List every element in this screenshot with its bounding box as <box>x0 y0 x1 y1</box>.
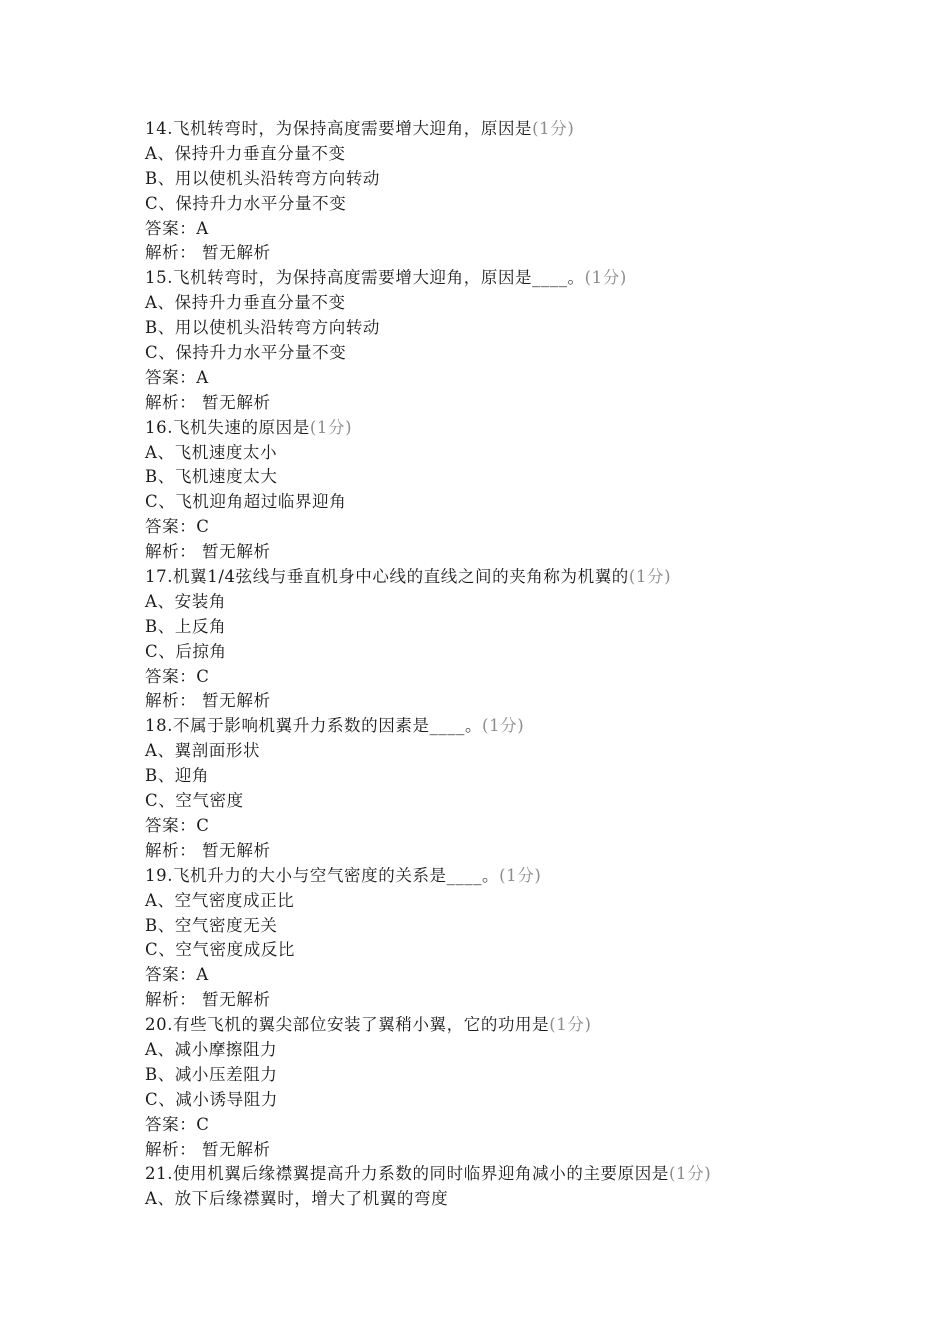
answer-option: A、安装角 <box>145 591 226 611</box>
answer-option: C、空气密度 <box>145 791 244 811</box>
question-block <box>145 864 905 1013</box>
answer-option: B、减小压差阻力 <box>145 1064 278 1084</box>
question-score: (1分) <box>584 268 627 288</box>
analysis-line: 解析： 暂无解析 <box>145 392 271 412</box>
answer-line: 答案：C <box>145 815 210 835</box>
answer-option: A、飞机速度太小 <box>145 442 278 462</box>
question-score: (1分) <box>532 119 575 138</box>
answer-option: C、空气密度成反比 <box>145 940 296 960</box>
question-score: (1分) <box>499 865 542 885</box>
analysis-line: 解析： 暂无解析 <box>145 542 271 562</box>
question-text: 17.机翼1/4弦线与垂直机身中心线的直线之间的夹角称为机翼的 <box>145 567 629 587</box>
question-block <box>145 1013 905 1162</box>
answer-option: B、飞机速度太大 <box>145 467 278 487</box>
question-block <box>145 1162 905 1212</box>
question-block <box>145 714 905 863</box>
answer-option: C、飞机迎角超过临界迎角 <box>145 492 347 512</box>
answer-option: B、上反角 <box>145 616 227 636</box>
answer-option: A、空气密度成正比 <box>145 890 295 910</box>
question-score: (1分) <box>309 417 353 437</box>
question-block <box>145 565 905 714</box>
question-line <box>145 565 905 590</box>
answer-option: B、迎角 <box>145 766 210 786</box>
answer-option: A、减小摩擦阻力 <box>145 1039 278 1059</box>
answer-line: 答案：A <box>145 218 209 238</box>
question-score: (1分) <box>549 1015 592 1035</box>
question-block <box>145 266 905 415</box>
question-block <box>145 117 905 266</box>
question-text: 18.不属于影响机翼升力系数的因素是____。 <box>145 716 483 736</box>
answer-option: A、保持升力垂直分量不变 <box>145 143 346 163</box>
answer-option: A、放下后缘襟翼时，增大了机翼的弯度 <box>145 1189 449 1209</box>
answer-option: A、保持升力垂直分量不变 <box>145 293 346 313</box>
answer-option: C、保持升力水平分量不变 <box>145 343 347 363</box>
answer-option: B、用以使机头沿转弯方向转动 <box>145 318 381 338</box>
answer-option: B、用以使机头沿转弯方向转动 <box>145 168 381 188</box>
answer-option: C、保持升力水平分量不变 <box>145 193 347 213</box>
question-line <box>145 266 905 291</box>
analysis-line: 解析： 暂无解析 <box>145 1139 271 1159</box>
question-line <box>145 864 905 889</box>
question-document <box>145 117 905 1212</box>
answer-option: C、减小诱导阻力 <box>145 1089 278 1109</box>
question-text: 21.使用机翼后缘襟翼提高升力系数的同时临界迎角减小的主要原因是 <box>145 1164 669 1184</box>
question-line <box>145 416 905 441</box>
question-score: (1分) <box>482 716 525 736</box>
question-block <box>145 416 905 565</box>
answer-line: 答案：A <box>145 965 209 985</box>
question-line <box>145 1013 905 1038</box>
analysis-line: 解析： 暂无解析 <box>145 243 271 263</box>
answer-option: B、空气密度无关 <box>145 915 278 935</box>
analysis-line: 解析： 暂无解析 <box>145 691 271 711</box>
question-text: 16.飞机失速的原因是 <box>145 417 310 437</box>
question-line <box>145 714 905 739</box>
question-score: (1分) <box>668 1164 712 1184</box>
answer-option: A、翼剖面形状 <box>145 741 261 761</box>
question-text: 15.飞机转弯时，为保持高度需要增大迎角，原因是____。 <box>145 268 585 288</box>
analysis-line: 解析： 暂无解析 <box>145 990 271 1010</box>
question-line <box>145 117 905 142</box>
question-score: (1分) <box>628 567 672 587</box>
answer-line: 答案：C <box>145 666 210 686</box>
question-text: 14.飞机转弯时，为保持高度需要增大迎角，原因是 <box>145 119 533 138</box>
question-line <box>145 1162 905 1187</box>
answer-option: C、后掠角 <box>145 641 227 661</box>
question-text: 19.飞机升力的大小与空气密度的关系是____。 <box>145 865 500 885</box>
analysis-line: 解析： 暂无解析 <box>145 840 271 860</box>
question-text: 20.有些飞机的翼尖部位安装了翼稍小翼，它的功用是 <box>145 1015 550 1035</box>
answer-line: 答案：C <box>145 517 210 537</box>
answer-line: 答案：C <box>145 1114 210 1134</box>
answer-line: 答案：A <box>145 367 209 387</box>
